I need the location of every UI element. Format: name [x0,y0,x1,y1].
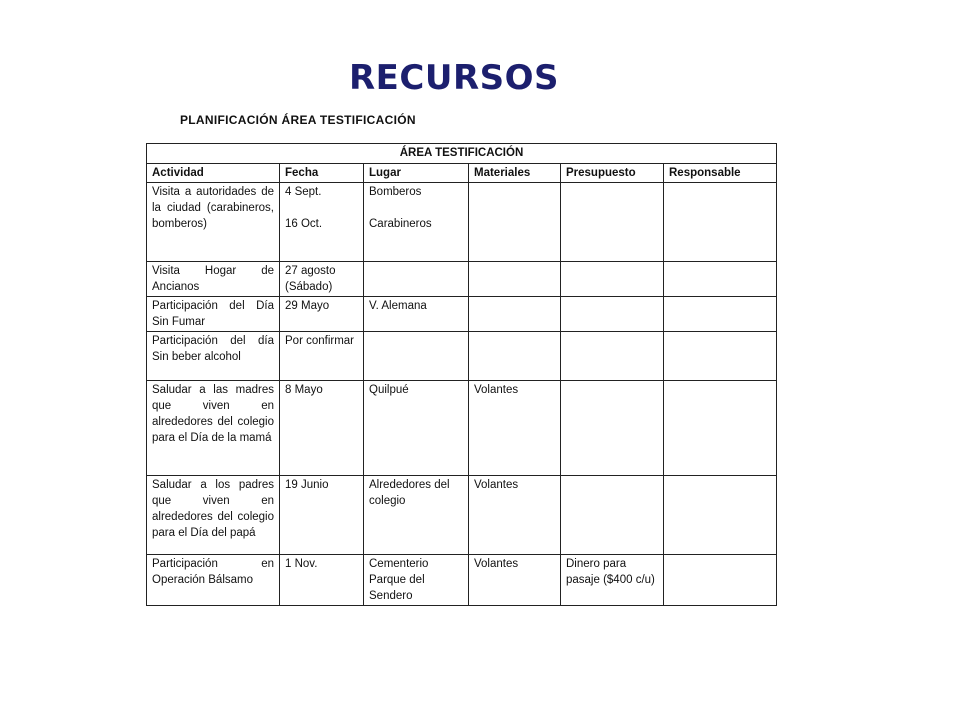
cell-materiales: Volantes [469,381,561,476]
header-lugar: Lugar [364,164,469,183]
cell-lugar: V. Alemana [364,297,469,332]
cell-materiales [469,262,561,297]
cell-lugar: Quilpué [364,381,469,476]
cell-fecha: Por confirmar [280,332,364,381]
cell-presupuesto [561,297,664,332]
planning-table [146,143,777,606]
cell-presupuesto [561,476,664,555]
header-responsable: Responsable [664,164,777,183]
cell-fecha: 8 Mayo [280,381,364,476]
cell-materiales: Volantes [469,476,561,555]
cell-materiales [469,183,561,262]
cell-responsable [664,555,777,606]
cell-responsable [664,332,777,381]
header-row [147,164,777,183]
cell-actividad: Participación del día Sin beber alcohol [147,332,280,381]
cell-fecha: 29 Mayo [280,297,364,332]
cell-actividad: Saludar a los padres que viven en alrededores del colegio para el Día del papá [147,476,280,555]
table-row [147,262,777,297]
cell-fecha [280,183,364,262]
cell-materiales: Volantes [469,555,561,606]
cell-responsable [664,381,777,476]
cell-lugar: Alrededores del colegio [364,476,469,555]
cell-presupuesto [561,332,664,381]
header-actividad: Actividad [147,164,280,183]
planning-heading: PLANIFICACIÓN ÁREA TESTIFICACIÓN [180,113,416,127]
cell-fecha-text: 4 Sept. 16 Oct. [285,186,323,230]
cell-lugar: Cementerio Parque del Sendero [364,555,469,606]
cell-presupuesto: Dinero para pasaje ($400 c/u) [561,555,664,606]
table-row [147,183,777,262]
cell-materiales [469,297,561,332]
cell-responsable [664,297,777,332]
area-title: ÁREA TESTIFICACIÓN [147,144,777,164]
table-row [147,555,777,606]
header-presupuesto: Presupuesto [561,164,664,183]
table-row [147,332,777,381]
cell-lugar [364,183,469,262]
cell-lugar [364,332,469,381]
table-row [147,381,777,476]
cell-presupuesto [561,381,664,476]
table-row [147,297,777,332]
cell-fecha: 27 agosto (Sábado) [280,262,364,297]
cell-actividad: Participación en Operación Bálsamo [147,555,280,606]
cell-responsable [664,183,777,262]
cell-materiales [469,332,561,381]
cell-responsable [664,262,777,297]
cell-actividad: Visita Hogar de Ancianos [147,262,280,297]
cell-responsable [664,476,777,555]
cell-actividad: Saludar a las madres que viven en alrededores del colegio para el Día de la mamá [147,381,280,476]
cell-actividad: Participación del Día Sin Fumar [147,297,280,332]
header-materiales: Materiales [469,164,561,183]
table-row [147,476,777,555]
cell-presupuesto [561,183,664,262]
cell-lugar-text: Bomberos Carabineros [369,186,432,230]
slide-title: RECURSOS [349,58,560,98]
cell-lugar [364,262,469,297]
cell-actividad: Visita a autoridades de la ciudad (carabineros, bomberos) [147,183,280,262]
header-fecha: Fecha [280,164,364,183]
cell-fecha: 19 Junio [280,476,364,555]
cell-fecha: 1 Nov. [280,555,364,606]
cell-presupuesto [561,262,664,297]
